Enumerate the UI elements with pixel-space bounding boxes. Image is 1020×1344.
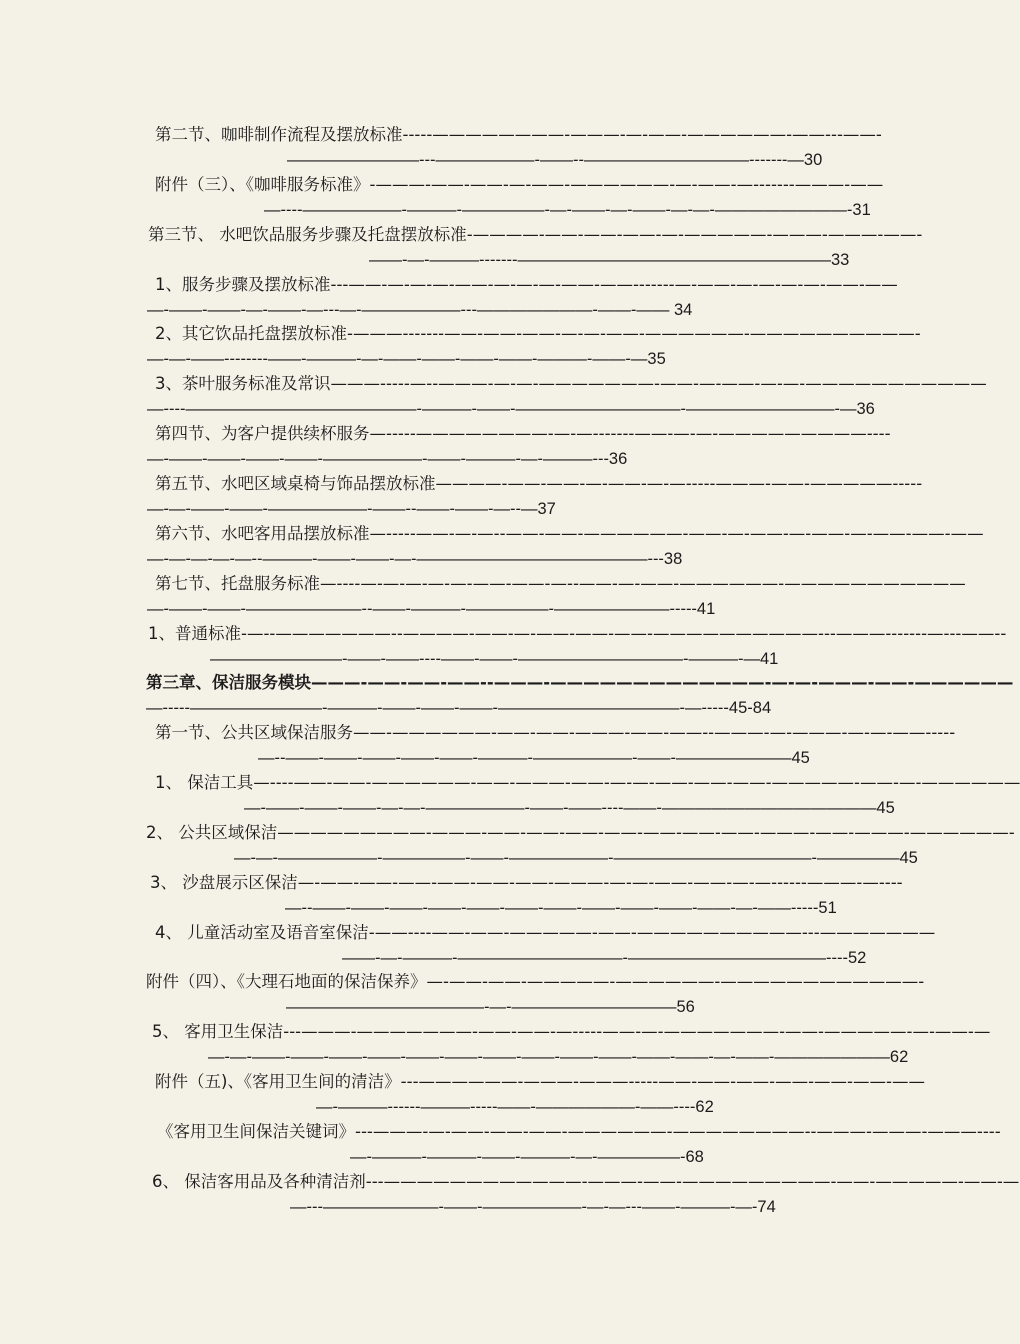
toc-entry-title: 5、 客用卫生保洁---———-———————-——-——-—-----——-—-———————-——-—————-—-——-— bbox=[152, 1022, 991, 1041]
toc-entry-page-number: —----——————————————-———-——-——————————-—————————-—36 bbox=[147, 400, 875, 418]
toc-entry-page-number: —-—-——-——-——————-——--——-——-—--—37 bbox=[147, 500, 556, 518]
toc-entry-title: 1、 保洁工具—----——-——-——————-——-———-——-—-—-——-——-——-—————-——-—-—————— bbox=[155, 773, 1020, 792]
toc-entry-page-number: —-—-——--------——-———-—-——-——-——-——-———-——-—35 bbox=[147, 350, 666, 368]
toc-entry-page-number: —----——————-———-—————-—-——-—-——-—-—-————————-31 bbox=[264, 201, 871, 219]
toc-entry-title: 第二节、咖啡制作流程及摆放标准-----————————-———-—-——-——————-——---——- bbox=[155, 125, 882, 144]
toc-entry-page-number: —-———------———-----——-——————-——----62 bbox=[316, 1098, 714, 1116]
toc-entry-title: 2、其它饮品托盘摆放标准-———-------——-——-——-—-—-——-——————-——————————- bbox=[155, 324, 921, 343]
toc-entry-title: 第四节、为客户提供续杯服务—-----————————-—-—-------——-—-—-—————————---- bbox=[155, 424, 891, 443]
toc-entry-title: 1、服务步骤及摆放标准---——-—-—-—-——-—-—-—-——-——-------—-——-—-—-—-—-——-—— bbox=[155, 275, 898, 294]
toc-entry-page-number: —-----————————-———-——-——-——-———————————-—-----45-84 bbox=[146, 699, 772, 717]
toc-entry-title: 附件（四）、《大理石地面的保洁保养》—-——-——-—————-——————-————————————- bbox=[146, 972, 925, 991]
toc-entry-title: 附件（三）、《咖啡服务标准》-———-——-——-—-——-——————-—-——-—-------———-—— bbox=[155, 175, 884, 194]
toc-entry-page-number: ——-—-———-------———————————————————33 bbox=[369, 251, 850, 269]
toc-entry-title: 6、 保洁客用品及各种清洁剂---————————————-———-——-—————————-——-—————-——-— bbox=[152, 1172, 1020, 1191]
toc-entry-title: 《客用卫生间保洁关键词》---———-—-——-——-——-——————-————————--———-———-———---- bbox=[157, 1122, 1001, 1141]
toc-entry-page-number: ————————-——-——----——-——-——————————-———-—41 bbox=[210, 650, 779, 668]
toc-entry-title: 3、茶叶服务标准及常识———-----—--———-—-—-———————-——-—-——-—-—-——————————— bbox=[155, 374, 987, 393]
toc-entry-title: 第六节、水吧客用品摆放标准—-----——-—-—--——-——-——————-——-—-——-—-——-—-——-——-—— bbox=[155, 524, 984, 543]
toc-entry-page-number: ——-—-———-——————————-————————————----52 bbox=[342, 949, 867, 967]
toc-entry-title: 第三节、 水吧饮品服务步骤及托盘摆放标准-————-——-——-——-—-—————-———-———-——- bbox=[148, 225, 923, 244]
toc-entry-page-number: —--——-——-——-——-——-———-——————-——-———————45 bbox=[258, 749, 810, 767]
toc-entry-page-number: ————————---——————-——--——————————-------—30 bbox=[287, 151, 823, 169]
toc-entry-title: 附件（五)、《客用卫生间的清洁》---——————-———-———-----——-——-——-——-——-——-—— bbox=[155, 1072, 925, 1091]
toc-entry-title: 第七节、托盘服务标准—----—-—-—-—-—-——-——-—--——-—-——-——————-——————————— bbox=[155, 574, 966, 593]
toc-entry-page-number: —-—-——-——-——-——-——-——-——-——-——-——-——-——-—-——-———————62 bbox=[208, 1048, 909, 1066]
toc-entry-title: 第一节、公共区域保洁服务——-——————-——-——-———-——-——--———-—-———-—-—-——----- bbox=[155, 723, 956, 742]
toc-entry-page-number: ————————————-—-——————————56 bbox=[286, 998, 695, 1016]
toc-entry-title: 2、 公共区域保洁—————————-———-——-——-——-——-——-——-——-———-——-———-——————- bbox=[146, 823, 1015, 842]
toc-entry-title: 4、 儿童活动室及语音室保洁-——----——-——-—————-——-——————————---——————— bbox=[155, 923, 936, 942]
toc-entry-page-number: —-——-——-——-——-——————-——-———-—-———---36 bbox=[147, 450, 628, 468]
toc-entry-page-number: —--——-——-——-——-——-——-——-——-——-——-——-—-——-----51 bbox=[285, 899, 837, 917]
toc-entry-page-number: —-——-——-—-——-—---—-——————---———————-——-—— 34 bbox=[147, 301, 693, 319]
toc-entry-title: 3、 沙盘展示区保洁—-——-——-——-——-——-——-———-—-—-——-——-—-—------———-—---- bbox=[150, 873, 903, 892]
toc-entry-page-number: —-———-———-——-———-—-—————-68 bbox=[350, 1148, 704, 1166]
toc-entry-title: 第五节、水吧区域桌椅与饰品摆放标准————-——-——-—-——-—-—-----———-——-—————----- bbox=[155, 474, 923, 493]
toc-entry-page-number: —---———————-——-——————-—-—---——-———-—-74 bbox=[290, 1198, 776, 1216]
toc-entry-title: 1、普通标准-—--———————--————-——-—-——-——-——-——————————---———-------—---——-- bbox=[148, 624, 1007, 643]
toc-entry-title: 第三章、保洁服务模块———-——-——-——--———-—————————————-—-—-———-——-—————— bbox=[146, 673, 1014, 692]
toc-entry-page-number: —-—-——————-—————-——-——————-————————————-—————45 bbox=[234, 849, 918, 867]
toc-entry-page-number: —-——-——-——-—-—-——————-——-——----——-—————————————45 bbox=[244, 799, 895, 817]
toc-entry-page-number: —-—-—-—-—--———-——-——-—-——————————————---38 bbox=[147, 550, 683, 568]
toc-entry-page-number: —-——-——-———————--——-———-—————-———————-----41 bbox=[147, 600, 716, 618]
